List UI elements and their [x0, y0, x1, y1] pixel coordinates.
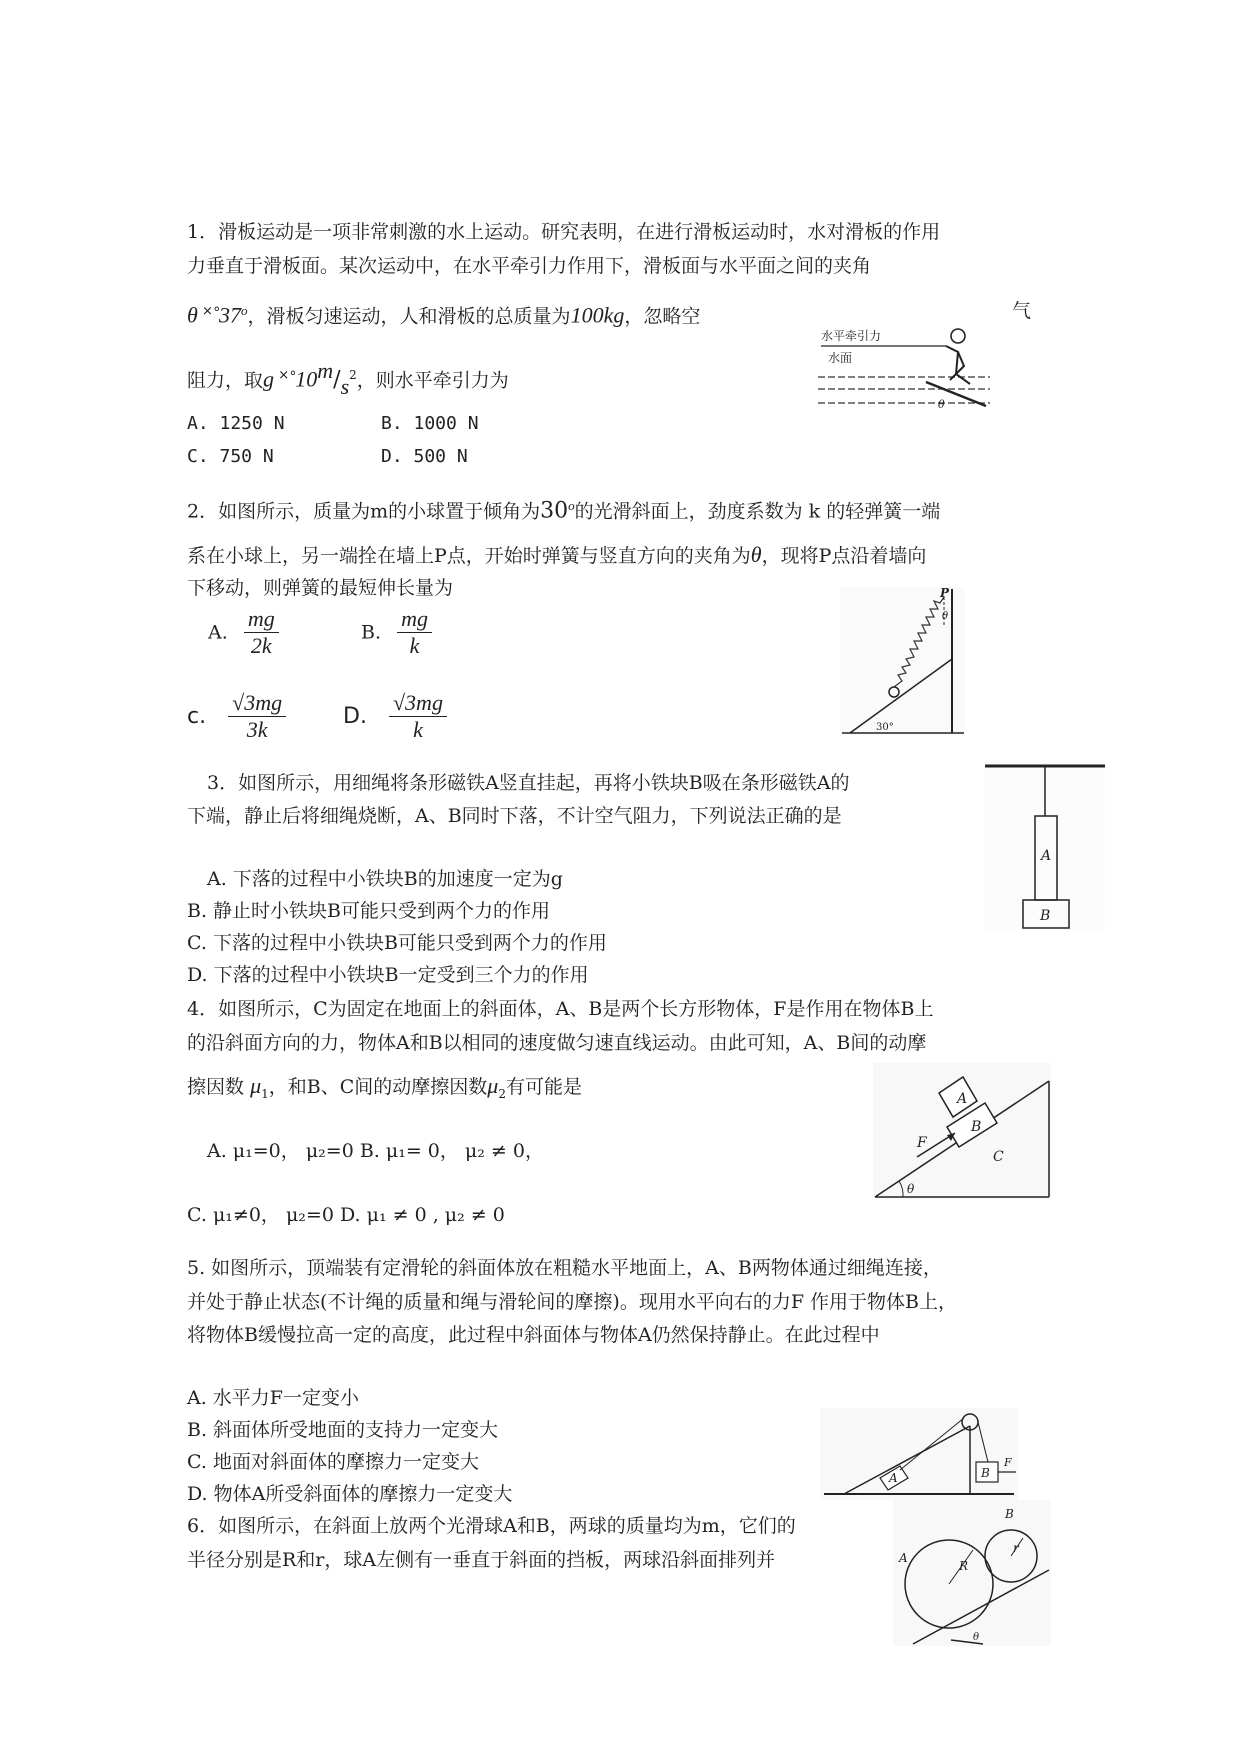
q2-theta: θ — [750, 542, 762, 567]
q4-line3 — [187, 1073, 582, 1107]
q1-option-c: C. 750 N — [187, 446, 274, 467]
q2-line3: 下移动，则弹簧的最短伸长量为 — [187, 577, 454, 599]
q2-option-b-label: B. — [361, 621, 382, 644]
q5-option-c: C. 地面对斜面体的摩擦力一定变大 — [187, 1451, 479, 1473]
q1-line4b: ，则水平牵引力为 — [356, 369, 509, 392]
q2-option-a — [208, 606, 279, 659]
q2-option-b-num: mg — [397, 606, 432, 633]
svg-text:θ: θ — [938, 398, 945, 411]
q2-fig-angle: 30° — [876, 722, 894, 733]
q4-mu1: μ — [250, 1073, 262, 1098]
q3-option-b: B. 静止时小铁块B可能只受到两个力的作用 — [187, 900, 551, 922]
q4-sub1: 1 — [261, 1086, 269, 1101]
q3-option-d: D. 下落的过程中小铁块B一定受到三个力的作用 — [187, 964, 589, 986]
q2-line2b: ，现将P点沿着墙向 — [761, 545, 927, 567]
q1-tail3: ，忽略空 — [624, 305, 701, 328]
q2-option-a-den: 2k — [250, 633, 272, 658]
q1-qi: 气 — [1012, 300, 1032, 322]
q1-line2: 力垂直于滑板面。某次运动中，在水平牵引力作用下，滑板面与水平面之间的夹角 — [187, 255, 872, 277]
q6-fig-a: A — [899, 1551, 908, 1565]
q1-option-a: A. 1250 N — [187, 413, 285, 434]
q1-sup2: 2 — [349, 368, 357, 382]
q5-figure — [820, 1408, 1018, 1500]
q3-option-a: A. 下落的过程中小铁块B的加速度一定为g — [207, 868, 563, 890]
q2-option-b-den: k — [409, 633, 420, 658]
q2-option-b — [361, 606, 432, 659]
q5-option-d: D. 物体A所受斜面体的摩擦力一定变大 — [187, 1483, 513, 1505]
q4-line3c: 有可能是 — [505, 1076, 582, 1098]
q2-option-c-den: 3k — [246, 717, 268, 742]
q1-deg: o — [241, 303, 248, 318]
q1-option-b: B. 1000 N — [381, 413, 479, 434]
q4-line3b: ，和B、C间的动摩擦因数 — [268, 1076, 488, 1098]
q4-fig-c: C — [993, 1149, 1004, 1165]
q6-figure — [893, 1500, 1051, 1646]
q4-fig-theta: θ — [907, 1182, 915, 1196]
q3-option-c: C. 下落的过程中小铁块B可能只受到两个力的作用 — [187, 932, 607, 954]
q2-line2a: 系在小球上，另一端拴在墙上P点，开始时弹簧与竖直方向的夹角为 — [187, 545, 751, 567]
q1-s-sym: s — [340, 374, 350, 400]
q1-figure — [818, 322, 990, 416]
q2-line1 — [187, 493, 940, 524]
q3-figure — [985, 760, 1105, 930]
q4-fig-a: A — [957, 1091, 968, 1107]
q2-option-a-label: A. — [208, 621, 228, 644]
q4-option-cd: C. μ₁≠0， μ₂=0 D. μ₁ ≠ 0 , μ₂ ≠ 0 — [187, 1204, 505, 1226]
q1-line4: 阻力，取g $˟˚10m/s^2$，则水平牵引力为 — [187, 358, 509, 400]
q6-fig-r-small: r — [1013, 1541, 1019, 1555]
q6-fig-b: B — [1005, 1507, 1014, 1521]
q2-option-a-num: mg — [244, 606, 279, 633]
q2-option-c — [187, 690, 286, 743]
q3-line2: 下端，静止后将细绳烧断，A、B同时下落，不计空气阻力，下列说法正确的是 — [187, 805, 842, 827]
q5-option-a: A. 水平力F一定变小 — [187, 1387, 359, 1409]
q6-fig-r-big: R — [959, 1559, 969, 1573]
q1-fig-label-top: 水平牵引力 — [821, 329, 882, 343]
q1-fig-label-water: 水面 — [828, 351, 853, 365]
q2-option-d-label: D. — [343, 704, 367, 729]
q1-mass: 100kg — [570, 302, 625, 328]
q2-option-d — [343, 690, 447, 743]
q2-line1b: 的光滑斜面上，劲度系数为 k 的轻弹簧一端 — [574, 500, 941, 523]
q2-option-c-label: c. — [187, 704, 207, 729]
q4-line1: 4．如图所示，C为固定在地面上的斜面体，A、B是两个长方形物体，F是作用在物体B上 — [187, 998, 934, 1020]
q4-option-ab: A. μ₁=0， μ₂=0 B. μ₁= 0， μ₂ ≠ 0， — [207, 1140, 544, 1162]
q1-option-d: D. 500 N — [381, 446, 468, 467]
q3-fig-b: B — [1040, 908, 1051, 924]
q6-fig-theta: θ — [973, 1632, 980, 1643]
q2-option-d-num: √3mg — [389, 690, 447, 717]
q2-angle: 30 — [540, 498, 569, 524]
q2-option-c-num: √3mg — [228, 690, 286, 717]
q4-figure — [873, 1063, 1051, 1199]
q5-line2: 并处于静止状态(不计绳的质量和绳与滑轮间的摩擦)。现用水平向右的力F 作用于物体B上， — [187, 1291, 958, 1313]
q2-line2 — [187, 542, 926, 569]
q1-theta-expr: θ ˟˚37 — [187, 302, 242, 328]
q5-fig-a: A — [889, 1471, 898, 1485]
q4-line2: 的沿斜面方向的力，物体A和B以相同的速度做匀速直线运动。由此可知，A、B间的动摩 — [187, 1032, 927, 1054]
q1-mid3: ，滑板匀速运动，人和滑板的总质量为 — [247, 305, 571, 328]
q2-option-d-den: k — [413, 717, 423, 742]
q3-line1: 3．如图所示，用细绳将条形磁铁A竖直挂起，再将小铁块B吸在条形磁铁A的 — [207, 772, 850, 794]
q1-line3 — [187, 298, 700, 329]
q1-line4a: 阻力，取 — [187, 369, 264, 392]
q1-g-expr: g ˟˚10 — [263, 366, 318, 392]
q2-fig-theta: θ — [942, 611, 949, 622]
q5-line3: 将物体B缓慢拉高一定的高度，此过程中斜面体与物体A仍然保持静止。在此过程中 — [187, 1324, 880, 1346]
q2-figure — [840, 587, 965, 735]
q5-option-b: B. 斜面体所受地面的支持力一定变大 — [187, 1419, 499, 1441]
q5-fig-b: B — [981, 1466, 990, 1480]
q2-fig-p: P — [940, 587, 950, 600]
q3-fig-a: A — [1041, 848, 1052, 864]
q4-sub2: 2 — [498, 1086, 506, 1101]
q4-line3a: 擦因数 — [187, 1076, 245, 1098]
q1-line1: 1．滑板运动是一项非常刺激的水上运动。研究表明，在进行滑板运动时，水对滑板的作用 — [187, 221, 941, 243]
q5-fig-f: F — [1004, 1456, 1012, 1469]
q4-mu2: μ — [487, 1073, 499, 1098]
q4-fig-f: F — [917, 1135, 927, 1151]
q5-line1: 5. 如图所示，顶端装有定滑轮的斜面体放在粗糙水平地面上，A、B两物体通过细绳连接， — [187, 1257, 942, 1279]
q6-line2: 半径分别是R和r，球A左侧有一垂直于斜面的挡板，两球沿斜面排列并 — [187, 1549, 776, 1571]
q1-m-sym: m — [317, 358, 334, 384]
q2-deg: o — [568, 498, 575, 513]
q2-line1a: 2．如图所示，质量为m的小球置于倾角为 — [187, 500, 541, 523]
q6-line1: 6．如图所示，在斜面上放两个光滑球A和B，两球的质量均为m，它们的 — [187, 1515, 796, 1537]
q4-fig-b: B — [971, 1119, 982, 1135]
